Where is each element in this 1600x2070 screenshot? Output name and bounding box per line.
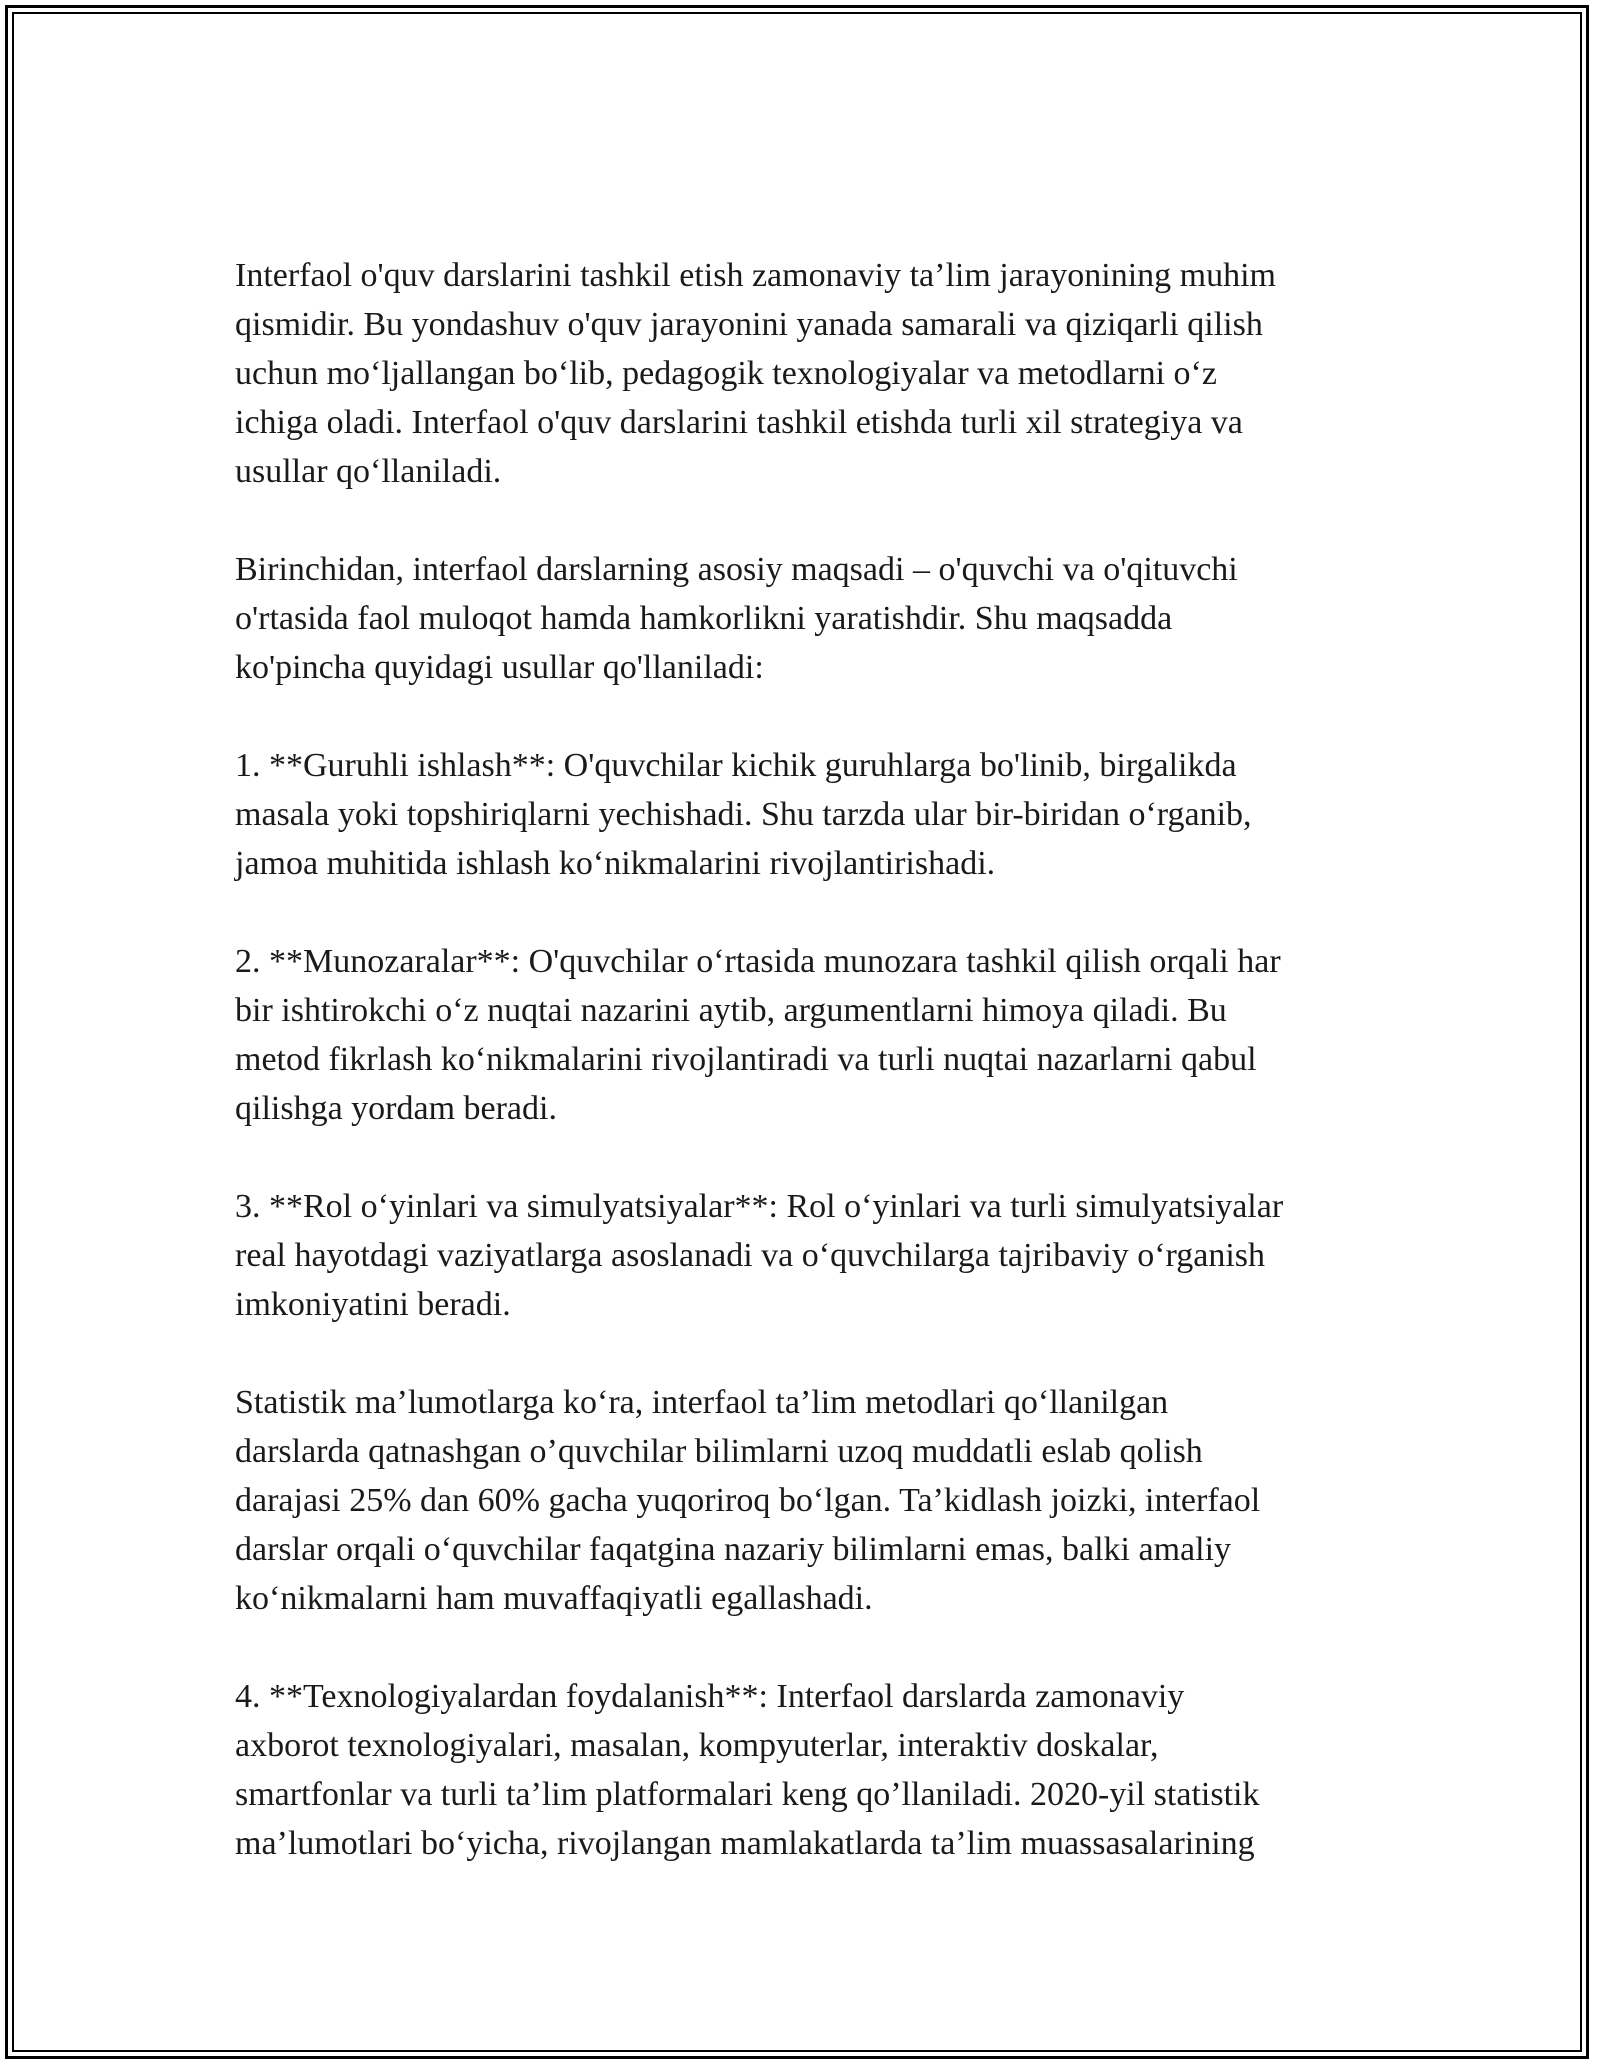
text-line: ko‘nikmalarni ham muvaffaqiyatli egallashadi. [235,1580,873,1617]
text-line: jamoa muhitida ishlash ko‘nikmalarini rivojlantirishadi. [235,845,996,882]
text-line: ma’lumotlari bo‘yicha, rivojlangan mamlakatlarda ta’lim muassasalarining [235,1825,1255,1862]
text-line: 4. **Texnologiyalardan foydalanish**: Interfaol darslarda zamonaviy [235,1678,1185,1715]
text-line: Statistik ma’lumotlarga ko‘ra, interfaol ta’lim metodlari qo‘llanilgan [235,1384,1169,1421]
text-line: ichiga oladi. Interfaol o'quv darslarini tashkil etishda turli xil strategiya va [235,404,1243,441]
text-line: 1. **Guruhli ishlash**: O'quvchilar kichik guruhlarga bo'linib, birgalikda [235,747,1237,784]
text-line: Birinchidan, interfaol darslarning asosiy maqsadi – o'quvchi va o'qituvchi [235,551,1238,588]
text-line: darslar orqali o‘quvchilar faqatgina nazariy bilimlarni emas, balki amaliy [235,1531,1232,1568]
text-line: qilishga yordam beradi. [235,1090,557,1127]
paragraph-statistics [235,1378,1375,1623]
list-item-technology [235,1672,1375,1868]
text-line: smartfonlar va turli ta’lim platformalari keng qo’llaniladi. 2020-yil statistik [235,1776,1260,1813]
list-item-group-work [235,741,1375,888]
text-line: axborot texnologiyalari, masalan, kompyuterlar, interaktiv doskalar, [235,1727,1159,1764]
text-line: 3. **Rol o‘yinlari va simulyatsiyalar**: Rol o‘yinlari va turli simulyatsiyalar [235,1188,1284,1225]
text-line: metod fikrlash ko‘nikmalarini rivojlantiradi va turli nuqtai nazarlarni qabul [235,1041,1257,1078]
text-line: uchun mo‘ljallangan bo‘lib, pedagogik texnologiyalar va metodlarni o‘z [235,355,1217,392]
paragraph-first [235,545,1375,692]
document-body [235,251,1375,1917]
text-line: usullar qo‘llaniladi. [235,453,502,490]
text-line: masala yoki topshiriqlarni yechishadi. Shu tarzda ular bir-biridan o‘rganib, [235,796,1252,833]
text-line: ko'pincha quyidagi usullar qo'llaniladi: [235,649,764,686]
text-line: imkoniyatini beradi. [235,1286,511,1323]
text-line: bir ishtirokchi o‘z nuqtai nazarini aytib, argumentlarni himoya qiladi. Bu [235,992,1227,1029]
text-line: o'rtasida faol muloqot hamda hamkorlikni yaratishdir. Shu maqsadda [235,600,1173,637]
text-line: darslarda qatnashgan o’quvchilar bilimlarni uzoq muddatli eslab qolish [235,1433,1203,1470]
text-line: Interfaol o'quv darslarini tashkil etish zamonaviy ta’lim jarayonining muhim [235,257,1276,294]
text-line: real hayotdagi vaziyatlarga asoslanadi va o‘quvchilarga tajribaviy o‘rganish [235,1237,1266,1274]
list-item-role-play [235,1182,1375,1329]
list-item-debates [235,937,1375,1133]
text-line: darajasi 25% dan 60% gacha yuqoriroq bo‘lgan. Ta’kidlash joizki, interfaol [235,1482,1261,1519]
text-line: qismidir. Bu yondashuv o'quv jarayonini yanada samarali va qiziqarli qilish [235,306,1263,343]
paragraph-intro [235,251,1375,496]
text-line: 2. **Munozaralar**: O'quvchilar o‘rtasida munozara tashkil qilish orqali har [235,943,1281,980]
